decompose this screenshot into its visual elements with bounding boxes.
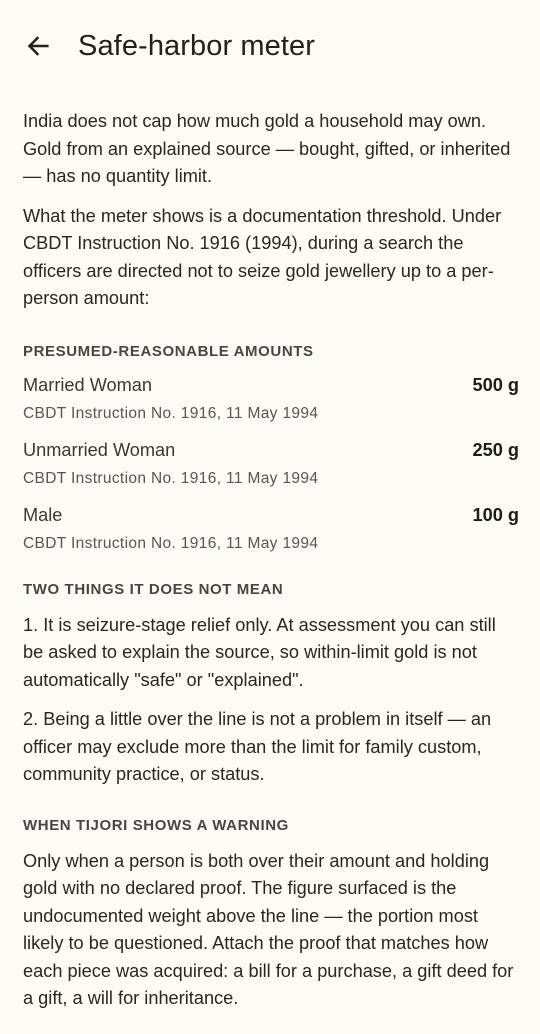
intro-paragraph-1: India does not cap how much gold a household may own. Gold from an explained source — bought, gifted, or inherited — has no quantity limit. [23,111,511,186]
limit-label: Married Woman [23,374,153,395]
warning-paragraph: Only when a person is both over their amount and holding gold with no declared proof. The figure surfaced is the undocumented weight above the line — the portion most likely to be questioned. Attach the proof that matches how each piece was acquired: a bill for a purchase, a gift deed for a gift, a will for inheritance. [23,850,514,1008]
arrow-left-icon [24,32,52,60]
limit-value: 500 g [472,374,519,395]
page-title: Safe-harbor meter [78,30,316,62]
limit-value: 100 g [472,504,519,525]
not-mean-paragraph-2: 2. Being a little over the line is not a problem in itself — an officer may exclude more than the limit for family custom, community practice, or status. [23,709,492,784]
app-bar [0,0,540,92]
not-mean-paragraph-1: 1. It is seizure-stage relief only. At assessment you can still be asked to explain the source, so within-limit gold is not automatically "safe" or "explained". [23,614,496,690]
limit-value: 250 g [472,439,519,460]
limit-item-unmarried-woman [23,440,519,488]
back-button[interactable] [18,26,58,66]
limits-list [23,375,519,553]
content-scroll[interactable] [23,108,519,1013]
limit-source: CBDT Instruction No. 1916, 11 May 1994 [23,534,319,552]
limit-item-male [23,505,519,553]
limit-label: Male [23,504,63,525]
limit-source: CBDT Instruction No. 1916, 11 May 1994 [23,404,319,422]
limit-label: Unmarried Woman [23,439,176,460]
warning-heading: WHEN TIJORI SHOWS A WARNING [23,816,289,834]
amounts-heading: PRESUMED-REASONABLE AMOUNTS [23,342,314,360]
limit-item-married-woman [23,375,519,423]
not-mean-heading: TWO THINGS IT DOES NOT MEAN [23,580,284,598]
intro-paragraph-2: What the meter shows is a documentation threshold. Under CBDT Instruction No. 1916 (1994), during a search the officers are directed not to seize gold jewellery up to a per-person amount: [23,205,502,308]
limit-source: CBDT Instruction No. 1916, 11 May 1994 [23,469,319,487]
